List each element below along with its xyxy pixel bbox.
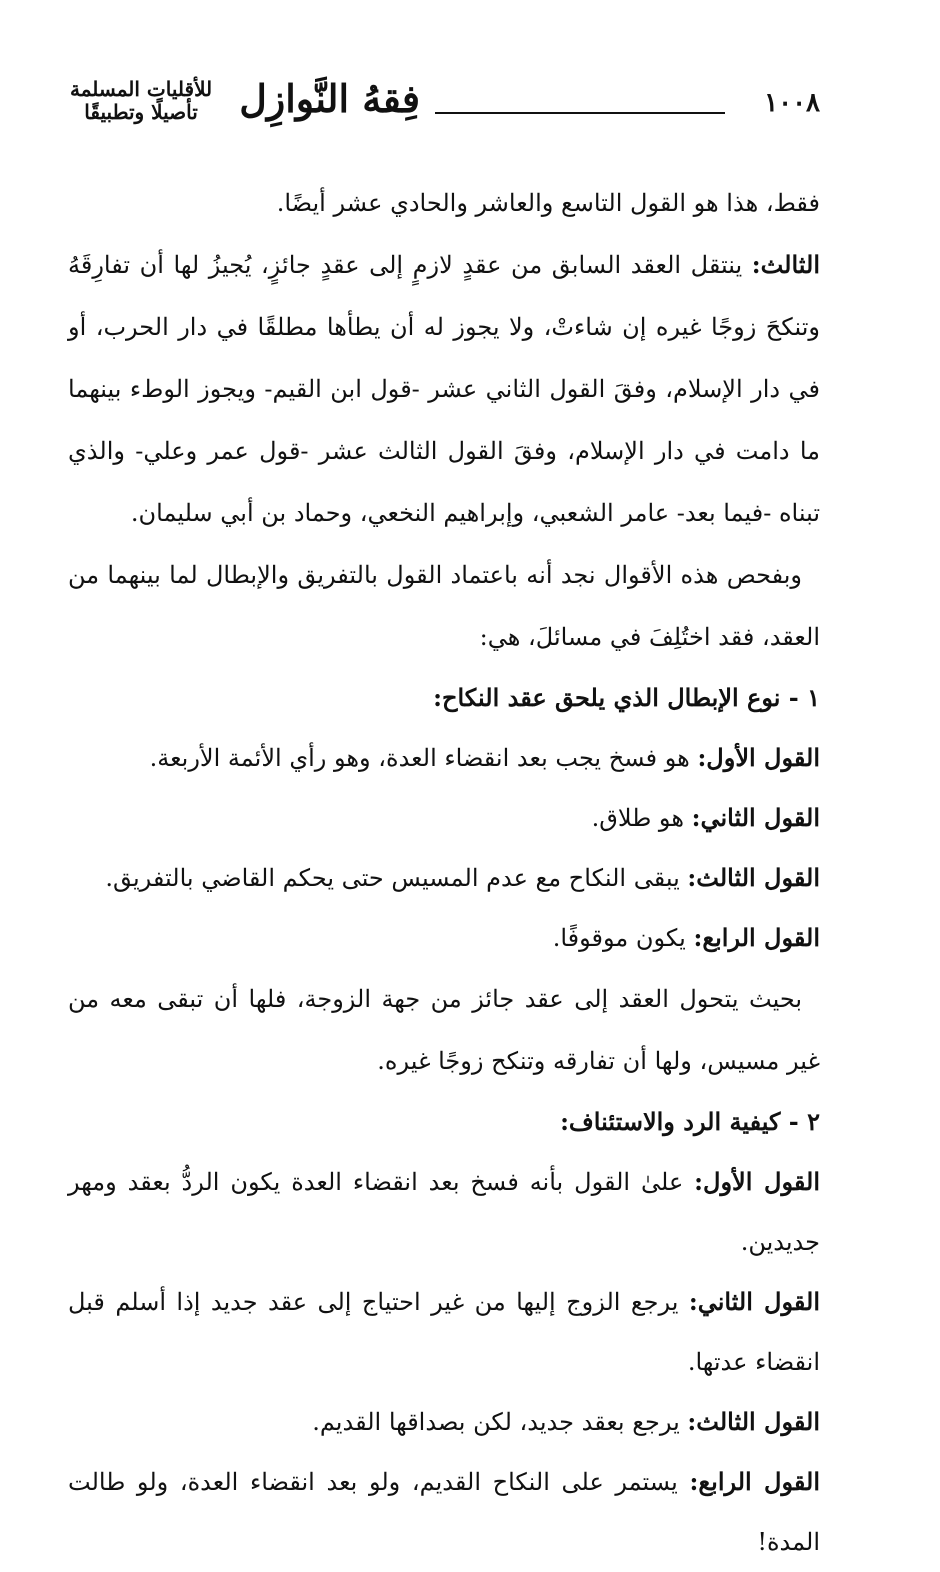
opinion-label: القول الثاني: (688, 1287, 821, 1316)
issue-1-opinion-3 (68, 848, 820, 908)
page-number: ١٠٠٨ (764, 88, 820, 118)
opinion-label: القول الأول: (694, 1167, 820, 1196)
opinion-text: يرجع بعقد جديد، لكن بصداقها القديم. (312, 1408, 688, 1436)
paragraph-issue-1-note: بحيث يتحول العقد إلى عقد جائز من جهة الزوجة، فلها أن تبقى معه من غير مسيس، ولها أن تفارقه وتنكح زوجًا غيره. (68, 985, 820, 1075)
opinion-text: هو طلاق. (591, 804, 692, 832)
paragraph-examination: وبفحص هذه الأقوال نجد أنه باعتماد القول بالتفريق والإبطال لما بينهما من العقد، فقد اختُلِفَ في مسائلَ، هي: (68, 561, 820, 651)
opinion-text: هو فسخ يجب بعد انقضاء العدة، وهو رأي الأئمة الأربعة. (149, 744, 698, 772)
opinion-text: يبقى النكاح مع عدم المسيس حتى يحكم القاضي بالتفريق. (105, 864, 688, 892)
opinion-text: يرجع الزوج إليها من غير احتياج إلى عقد جديد إذا أسلم قبل انقضاء عدتها. (68, 1288, 820, 1376)
opinion-label: القول الأول: (697, 743, 820, 772)
issue-1-opinion-1 (68, 728, 820, 788)
issue-2-opinion-4 (68, 1452, 820, 1572)
issue-2-opinion-1 (68, 1152, 820, 1272)
issue-1-heading: ١ - نوع الإبطال الذي يلحق عقد النكاح: (433, 683, 820, 712)
book-subtitle-line-2: تأصيلًا وتطبيقًا (84, 100, 198, 124)
header-rule (435, 112, 725, 114)
issue-2-opinion-3 (68, 1392, 820, 1452)
third-text: ينتقل العقد السابق من عقدٍ لازمٍ إلى عقدٍ جائزٍ، يُجيزُ لها أن تفارِقَهُ وتنكحَ زوجًا غيره إن شاءتْ، ولا يجوز له أن يطأها مطلقًا في دار الحرب، أو في دار الإسلام، وفقَ القول الثاني عشر -قول ابن القيم- ويجوز الوطء بينهما ما دامت في دار الإسلام، وفقَ القول الثالث عشر -قول عمر وعلي- والذي تبناه -فيما بعد- عامر الشعبي، وإبراهيم النخعي، وحماد بن أبي سليمان. (68, 251, 820, 527)
issue-2-opinion-2 (68, 1272, 820, 1392)
page-header (70, 70, 820, 150)
opinion-label: القول الرابع: (689, 1467, 821, 1496)
book-title: فِقهُ النَّوازِل (239, 76, 420, 121)
page-body (68, 172, 820, 1572)
opinion-label: القول الثالث: (687, 1407, 820, 1436)
opinion-text: يستمر على النكاح القديم، ولو بعد انقضاء العدة، ولو طالت المدة! (68, 1468, 820, 1556)
opinion-text: علىٰ القول بأنه فسخ بعد انقضاء العدة يكون الردُّ بعقد ومهر جديدين. (68, 1168, 820, 1256)
book-subtitle (70, 78, 212, 124)
opinion-label: القول الثاني: (691, 803, 820, 832)
issue-2-heading: ٢ - كيفية الرد والاستئناف: (560, 1107, 820, 1136)
issue-1-opinion-4 (68, 908, 820, 968)
paragraph-intro: فقط، هذا هو القول التاسع والعاشر والحادي عشر أيضًا. (276, 189, 820, 217)
issue-1-opinion-2 (68, 788, 820, 848)
opinion-label: القول الثالث: (687, 863, 820, 892)
opinion-label: القول الرابع: (693, 923, 820, 952)
paragraph-third (68, 234, 820, 544)
third-label: الثالث: (751, 250, 820, 279)
book-subtitle-line-1: للأقليات المسلمة (70, 77, 213, 101)
opinion-text: يكون موقوفًا. (552, 924, 694, 952)
